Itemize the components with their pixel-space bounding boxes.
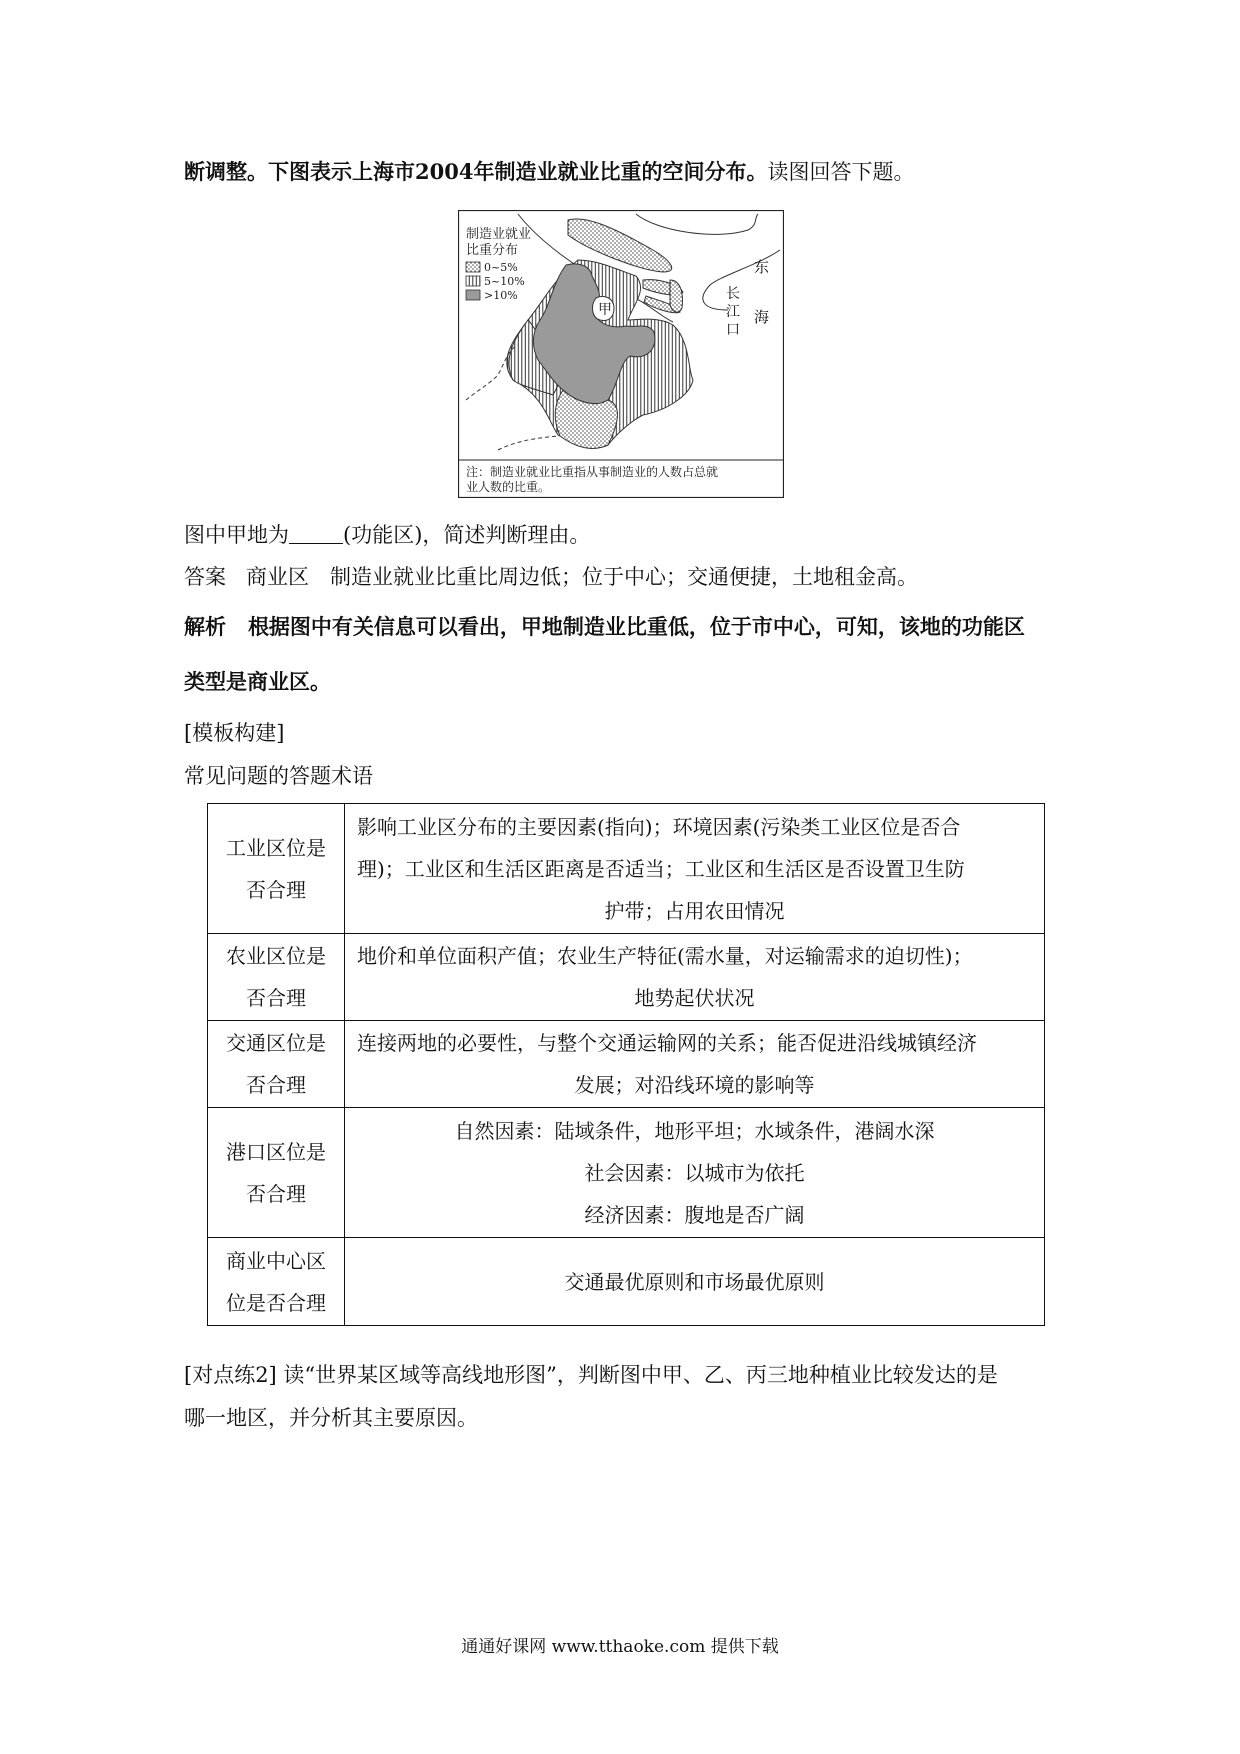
legend-swatch-0-5 <box>466 262 480 272</box>
analysis-text-1: 根据图中有关信息可以看出，甲地制造业比重低，位于市中心，可知，该地的功能区 <box>247 614 1025 639</box>
question-before: 图中甲地为 <box>184 523 289 547</box>
row-content: 影响工业区分布的主要因素(指向)；环境因素(污染类工业区位是否合 理)；工业区和生活区距离是否适当；工业区和生活区是否设置卫生防 护带；占用农田情况 <box>345 804 1045 934</box>
analysis-line-2: 类型是商业区。 <box>184 669 331 694</box>
table-row-industrial <box>208 804 1045 934</box>
answer-line <box>184 562 918 592</box>
label-kou: 口 <box>726 322 740 338</box>
practice-line-1: [对点练2] 读“世界某区域等高线地形图”，判断图中甲、乙、丙三地种植业比较发达的是 <box>184 1363 998 1387</box>
answer-blank <box>289 523 343 544</box>
row-label: 商业中心区 位是否合理 <box>208 1238 345 1326</box>
legend-label-0-5: 0~5% <box>484 261 518 274</box>
page-footer: 通通好课网 www.tthaoke.com 提供下载 <box>461 1637 779 1657</box>
row-label: 交通区位是 否合理 <box>208 1021 345 1108</box>
table-row-agricultural <box>208 934 1045 1021</box>
row-content: 地价和单位面积产值；农业生产特征(需水量，对运输需求的迫切性)； 地势起伏状况 <box>345 934 1045 1021</box>
label-jia: 甲 <box>598 302 612 318</box>
intro-line <box>184 157 914 187</box>
label-hai: 海 <box>754 308 770 326</box>
question-after: (功能区)，简述判断理由。 <box>343 523 591 547</box>
question-line <box>184 520 590 550</box>
table-title: 常见问题的答题术语 <box>184 764 373 788</box>
map-note-2: 业人数的比重。 <box>466 480 551 494</box>
table-row-commercial <box>208 1238 1045 1326</box>
row-content: 自然因素：陆域条件，地形平坦；水域条件，港阔水深 社会因素：以城市为依托 经济因素：腹地是否广阔 <box>345 1108 1045 1238</box>
answer-text: 商业区 制造业就业比重比周边低；位于中心；交通便捷，土地租金高。 <box>246 565 919 589</box>
table-row-port <box>208 1108 1045 1238</box>
legend-title-1: 制造业就业 <box>466 227 532 242</box>
analysis-label: 解析 <box>184 614 226 639</box>
answer-terms-table <box>207 803 1045 1326</box>
label-chang: 长 <box>726 286 740 302</box>
legend-swatch-over-10 <box>466 290 480 300</box>
row-label: 农业区位是 否合理 <box>208 934 345 1021</box>
table-row-transport <box>208 1021 1045 1108</box>
legend-label-5-10: 5~10% <box>484 275 525 288</box>
legend-swatch-5-10 <box>466 276 480 286</box>
row-content: 连接两地的必要性，与整个交通运输网的关系；能否促进沿线城镇经济 发展；对沿线环境的影响等 <box>345 1021 1045 1108</box>
shanghai-manufacturing-map <box>458 210 784 498</box>
legend-label-over-10: >10% <box>484 289 518 302</box>
row-label: 工业区位是 否合理 <box>208 804 345 934</box>
map-note-1: 注：制造业就业比重指从事制造业的人数占总就 <box>466 465 719 479</box>
row-label: 港口区位是 否合理 <box>208 1108 345 1238</box>
label-dong: 东 <box>754 258 770 276</box>
intro-bold-text: 断调整。下图表示上海市2004年制造业就业比重的空间分布。 <box>184 159 768 184</box>
label-jiang: 江 <box>726 304 740 320</box>
row-content: 交通最优原则和市场最优原则 <box>345 1238 1045 1326</box>
template-heading: [模板构建] <box>184 721 285 745</box>
analysis-line-1 <box>184 612 1025 642</box>
answer-label: 答案 <box>184 565 226 589</box>
practice-line-2: 哪一地区，并分析其主要原因。 <box>184 1406 478 1430</box>
legend-title-2: 比重分布 <box>466 243 519 258</box>
intro-normal-text: 读图回答下题。 <box>767 160 915 184</box>
